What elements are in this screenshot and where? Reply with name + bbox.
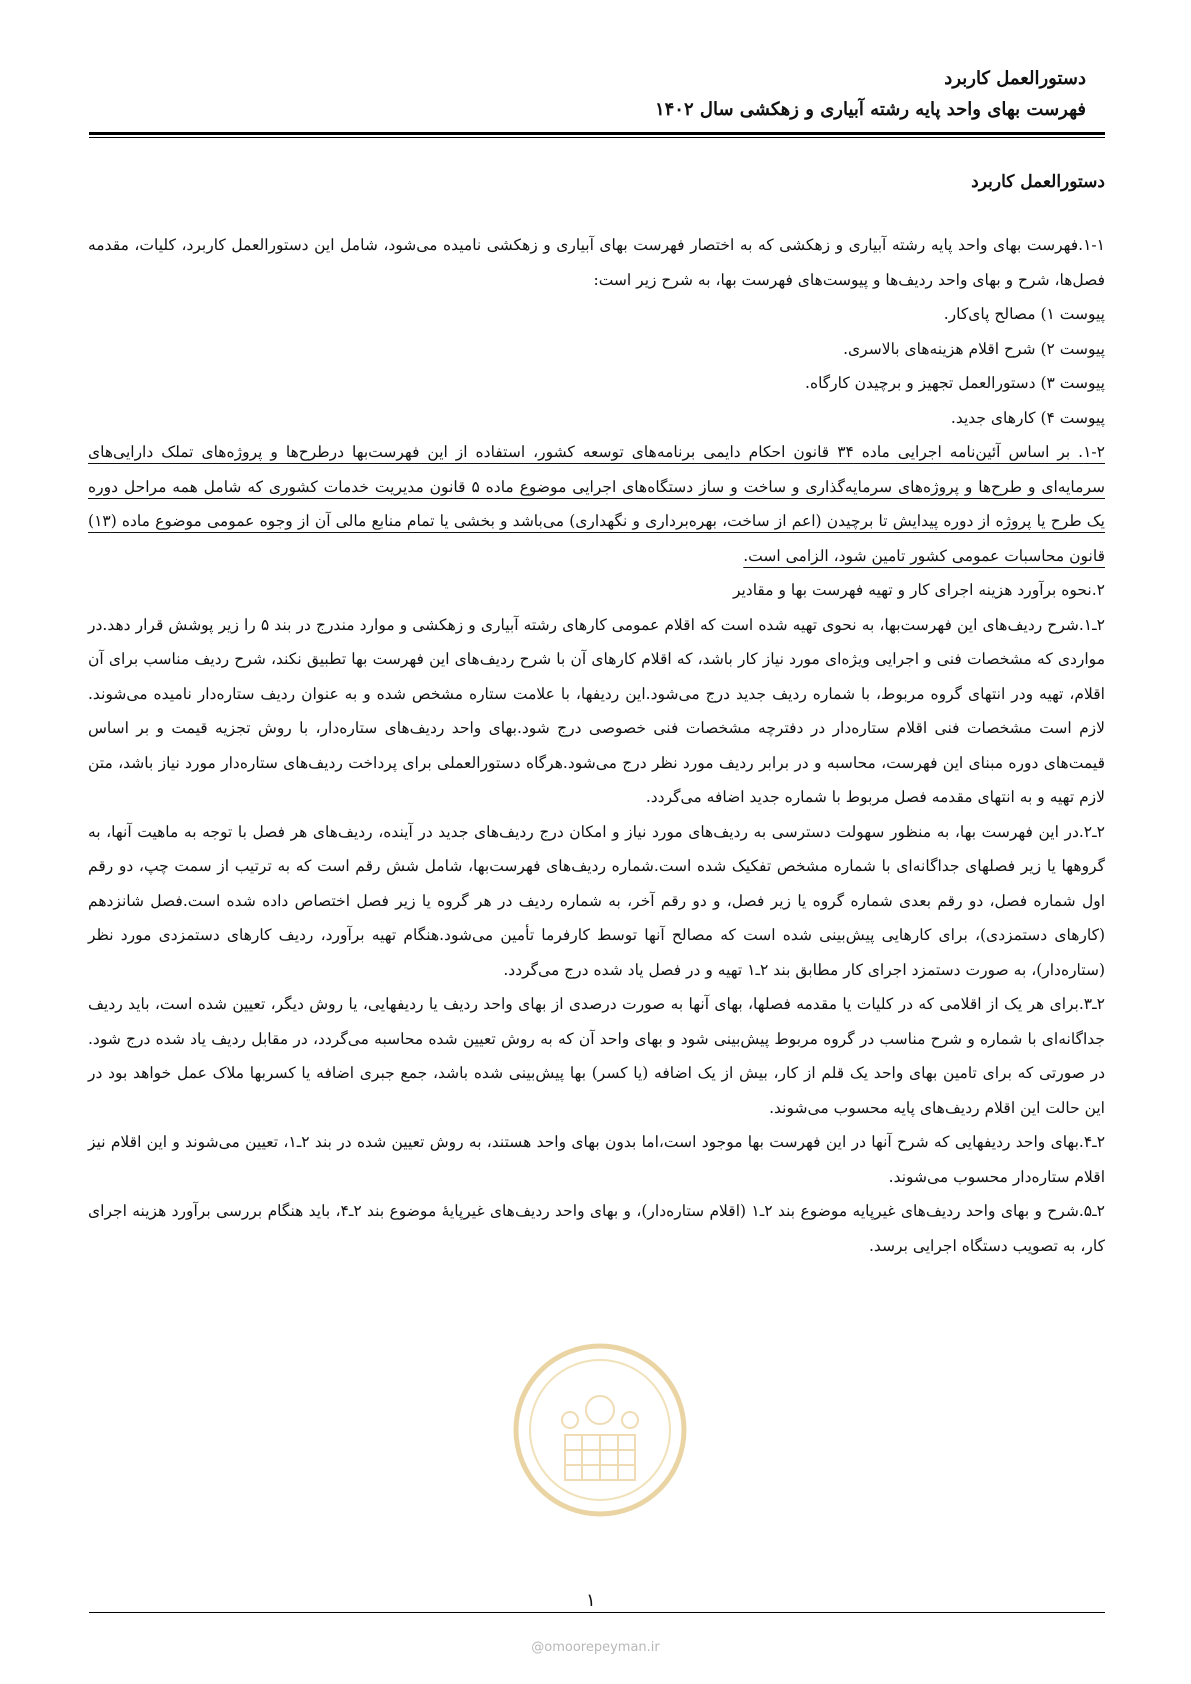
appendix-2: پیوست ۲) شرح اقلام هزینه‌های بالاسری.	[843, 339, 1105, 358]
appendix-1: پیوست ۱) مصالح پای‌کار.	[943, 305, 1105, 323]
appendix-4: پیوست ۴) کارهای جدید.	[950, 408, 1105, 427]
paragraph-1-1: ۱-۱.فهرست بهای واحد پایه رشته آبیاری و زهکشی که به اختصار فهرست بهای آبیاری و زهکشی نامیده می‌شود، شامل این دستورالعمل کاربرد، کلیات، مقدمه فصل‌ها، شرح و بهای واحد ردیف‌ها و پیوست‌های فهرست بها، به شرح زیر است:	[88, 236, 1105, 289]
seal-watermark-icon	[510, 1340, 690, 1520]
paragraph-2-5: ۲ـ۵.شرح و بهای واحد ردیف‌های غیرپایه موضوع بند ۲ـ۱ (اقلام ستاره‌دار)، و بهای واحد ردیف‌های غیرپایهٔ موضوع بند ۲ـ۴، باید هنگام بررسی برآورد هزینه اجرای کار، به تصویب دستگاه اجرایی برسد.	[88, 1202, 1105, 1255]
header-rule-thick	[89, 132, 1105, 135]
paragraph-2-4: ۲ـ۴.بهای واحد ردیفهایی که شرح آنها در این فهرست بها موجود است،اما بدون بهای واحد هستند، به روش تعیین شده در بند ۲ـ۱، تعیین می‌شوند و این اقلام نیز اقلام ستاره‌دار محسوب می‌شوند.	[88, 1133, 1106, 1186]
header-rule-thin	[89, 137, 1105, 138]
footer-rule	[89, 1612, 1105, 1613]
header-subtitle: فهرست بهای واحد پایه رشته آبیاری و زهکشی سال ۱۴۰۲	[654, 99, 1086, 120]
header-title: دستورالعمل کاربرد	[944, 68, 1086, 89]
document-body	[88, 162, 1105, 1263]
appendix-3: پیوست ۳) دستورالعمل تجهیز و برچیدن کارگاه.	[805, 374, 1105, 392]
section-title: دستورالعمل کاربرد	[971, 172, 1105, 192]
paragraph-1-2: ۱-۲. بر اساس آئین‌نامه اجرایی ماده ۳۴ قانون احکام دایمی برنامه‌های توسعه کشور، استفاده از این فهرست‌بها درطرح‌ها و پروژه‌های تملک دارایی‌های سرمایه‌ای و طرح‌ها و پروژه‌های سرمایه‌گذاری و ساخت و ساز دستگاه‌های اجرایی موضوع ماده ۵ قانون مدیریت خدمات کشوری که شامل همه مراحل دوره یک طرح یا پروژه از دوره پیدایش تا برچیدن (اعم از ساخت، بهره‌برداری و نگهداری) می‌باشد و بخشی یا تمام منابع مالی آن از وجوه عمومی موضوع ماده (۱۳) قانون محاسبات عمومی کشور تامین شود، الزامی است.	[88, 443, 1105, 565]
footer-site-link[interactable]: @omoorepeyman.ir	[531, 1640, 660, 1655]
heading-2: ۲.نحوه برآورد هزینه اجرای کار و تهیه فهرست بها و مقادیر	[732, 581, 1105, 599]
page-header	[86, 64, 1086, 126]
paragraph-2-2: ۲ـ۲.در این فهرست بها، به منظور سهولت دسترسی به ردیف‌های مورد نیاز و امکان درج ردیف‌های جدید در آینده، ردیف‌های هر فصل با توجه به ماهیت آنها، به گروهها یا زیر فصلهای جداگانه‌ای با شماره مشخص تفکیک شده است.شماره ردیف‌های فهرست‌بها، شامل شش رقم است که به ترتیب از سمت چپ، دو رقم اول شماره فصل، دو رقم بعدی شماره گروه یا زیر فصل، و دو رقم آخر، به شماره ردیف در هر گروه یا زیر فصل اختصاص داده شده است.فصل شانزدهم (کارهای دستمزدی)، برای کارهایی پیش‌بینی شده است که مصالح آنها توسط کارفرما تأمین می‌شود.هنگام تهیه برآورد، ردیف کارهای دستمزدی مورد نظر (ستاره‌دار)، به صورت دستمزد اجرای کار مطابق بند ۲ـ۱ تهیه و در فصل یاد شده درج می‌گردد.	[88, 822, 1105, 979]
paragraph-2-1: ۲ـ۱.شرح ردیف‌های این فهرست‌بها، به نحوی تهیه شده است که اقلام عمومی کارهای رشته آبیاری و زهکشی و موارد مندرج در بند ۵ را زیر پوشش قرار دهد.در مواردی که مشخصات فنی و اجرایی ویژه‌ای مورد نیاز کار باشد، که اقلام کارهای آن با شرح ردیف‌های این فهرست بها تطبیق نکند، شرح ردیف مناسب برای آن اقلام، تهیه ودر انتهای گروه مربوط، با شماره ردیف جدید درج می‌شود.این ردیفها، با علامت ستاره مشخص شده و به عنوان ردیف ستاره‌دار نامیده می‌شوند. لازم است مشخصات فنی اقلام ستاره‌دار در دفترچه مشخصات فنی خصوصی درج شود.بهای واحد ردیف‌های ستاره‌دار، با روش تجزیه قیمت و بر اساس قیمت‌های دوره مبنای این فهرست، محاسبه و در برابر ردیف مورد نظر درج می‌شود.هرگاه دستورالعملی برای پرداخت ردیف‌های ستاره‌دار مورد نیاز باشد، متن لازم تهیه و به انتهای مقدمه فصل مربوط با شماره جدید اضافه می‌گردد.	[88, 615, 1105, 806]
page-number: ۱	[586, 1590, 596, 1611]
paragraph-2-3: ۲ـ۳.برای هر یک از اقلامی که در کلیات یا مقدمه فصلها، بهای آنها به صورت درصدی از بهای واحد ردیف یا ردیفهایی، یا روش دیگر، تعیین شده است، باید ردیف جداگانه‌ای با شماره و شرح مناسب در گروه مربوط پیش‌بینی شود و بهای واحد آن که به روش تعیین شده محاسبه می‌گردد، در مقابل ردیف یاد شده درج شود. در صورتی که برای تامین بهای واحد یک قلم از کار، بیش از یک اضافه (یا کسر) بها پیش‌بینی شده باشد، جمع جبری اضافه یا کسربها ملاک عمل خواهد بود در این حالت این اقلام ردیف‌های پایه محسوب می‌شوند.	[88, 995, 1105, 1117]
